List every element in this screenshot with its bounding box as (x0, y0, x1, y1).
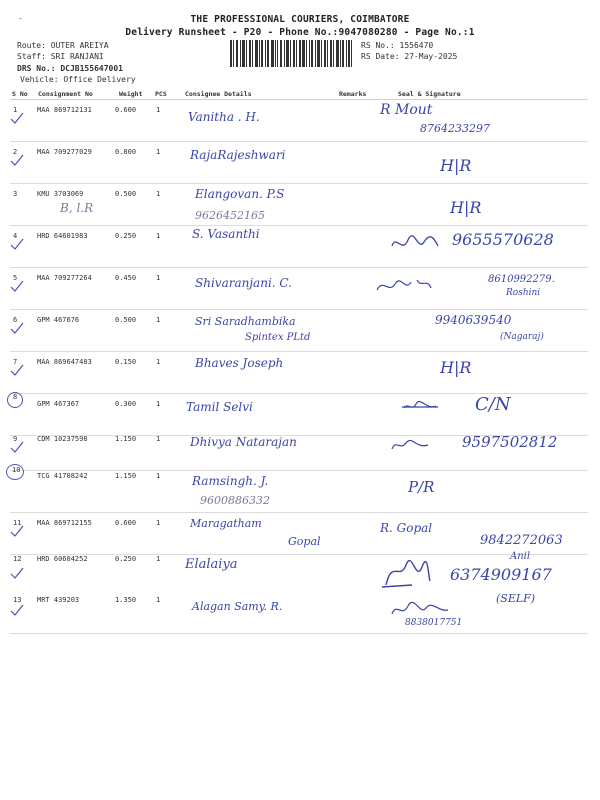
consignee-name: Maragatham (190, 517, 262, 530)
row-consignment: KMU 3703069 (37, 190, 84, 198)
col-weight: Weight (119, 90, 143, 98)
row-weight: 0.250 (115, 555, 137, 563)
row-pcs: 1 (156, 358, 161, 366)
runsheet-title: Delivery Runsheet - P20 - Phone No.:9047080280 - Page No.:1 (125, 27, 475, 38)
table-row (10, 226, 588, 268)
consignee-name: Dhivya Natarajan (190, 435, 297, 449)
row-sno: 1 (13, 106, 18, 114)
row-consignment: MAA 869712155 (37, 519, 92, 527)
route-label: Route: OUTER AREIYA (17, 41, 109, 50)
consignee-name: Elalaiya (185, 557, 238, 572)
row-pcs: 1 (156, 435, 161, 443)
receiver-phone: 9842272063 (480, 533, 563, 548)
struck-out-scribble (402, 400, 438, 414)
row-sno: 9 (13, 435, 18, 443)
consignee-name: Vanitha . H. (188, 110, 260, 124)
signature-scribble (390, 600, 450, 620)
row-weight: 0.150 (115, 358, 137, 366)
row-sno: 3 (13, 190, 18, 198)
receiver-phone: 8764233297 (420, 122, 490, 135)
rs-date: RS Date: 27-May-2025 (361, 52, 458, 61)
company-title: THE PROFESSIONAL COURIERS, COIMBATORE (190, 14, 410, 25)
row-weight: 0.800 (115, 148, 137, 156)
table-row (10, 551, 588, 597)
handwritten-note: B, l.R (60, 201, 94, 215)
row-sno: 6 (13, 316, 18, 324)
signature: R. Gopal (380, 521, 433, 535)
staff-label: Staff: SRI RANJANI (17, 52, 104, 61)
receiver-name: Roshini (506, 288, 541, 298)
row-pcs: 1 (156, 400, 161, 408)
consignee-name: Shivaranjani. C. (195, 276, 292, 290)
signature: R Mout (380, 102, 433, 118)
row-consignment: HRD 64601983 (37, 232, 88, 240)
receiver-phone: 9597502812 (462, 433, 558, 451)
row-pcs: 1 (156, 519, 161, 527)
delivery-status: H|R (440, 156, 472, 175)
table-row (10, 466, 588, 508)
row-consignment: MRT 439203 (37, 596, 80, 604)
row-weight: 0.500 (115, 190, 137, 198)
check-mark-icon (10, 567, 24, 579)
row-consignment: GPM 467367 (37, 400, 80, 408)
row-weight: 1.350 (115, 596, 137, 604)
row-pcs: 1 (156, 274, 161, 282)
row-sno: 5 (13, 274, 18, 282)
receiver-phone: 9655570628 (452, 230, 554, 249)
row-sno: 13 (13, 596, 22, 604)
row-consignment: GPM 467676 (37, 316, 80, 324)
barcode (230, 40, 352, 67)
rs-number: RS No.: 1556470 (361, 41, 434, 50)
row-pcs: 1 (156, 316, 161, 324)
row-consignment: MAA 869712131 (37, 106, 92, 114)
signature-scribble (382, 555, 432, 589)
consignee-name: Tamil Selvi (186, 400, 253, 414)
signature-scribble (375, 274, 435, 298)
delivery-status: H|R (440, 358, 472, 377)
row-pcs: 1 (156, 190, 161, 198)
row-sno: 2 (13, 148, 18, 156)
col-consignment: Consignment No (38, 90, 93, 98)
consignee-company: Spintex PLtd (245, 332, 311, 343)
row-sno: 7 (13, 358, 18, 366)
consignee-name: Ramsingh. J. (192, 474, 269, 488)
row-weight: 0.300 (115, 400, 137, 408)
receiver-phone: 8838017751 (405, 618, 463, 628)
row-weight: 0.600 (115, 106, 137, 114)
row-divider (10, 633, 588, 634)
delivery-status: P/R (408, 478, 435, 496)
receiver-phone: 6374909167 (450, 565, 552, 584)
row-weight: 0.500 (115, 316, 137, 324)
check-mark-icon (10, 604, 24, 616)
row-weight: 0.250 (115, 232, 137, 240)
consignee-name: RajaRajeshwari (190, 148, 286, 162)
row-sno: 8 (13, 393, 18, 401)
delivery-status: C/N (475, 394, 511, 415)
row-weight: 0.600 (115, 519, 137, 527)
table-row (10, 429, 588, 471)
receiver-name: (SELF) (496, 592, 536, 605)
row-sno: 10 (12, 466, 21, 474)
row-pcs: 1 (156, 472, 161, 480)
col-remarks: Remarks (339, 90, 367, 98)
signature-scribble (390, 232, 440, 256)
receiver-name: (Nagaraj) (500, 332, 544, 342)
row-sno: 11 (13, 519, 22, 527)
row-consignment: TCG 41708242 (37, 472, 88, 480)
row-sno: 4 (13, 232, 18, 240)
row-pcs: 1 (156, 555, 161, 563)
consignee-name: S. Vasanthi (192, 227, 260, 241)
receiver-name: Anil (510, 551, 531, 562)
table-row (10, 268, 588, 310)
receiver-phone: 8610992279. (488, 274, 555, 285)
vehicle-label: Vehicle: Office Delivery (20, 75, 136, 84)
col-consignee: Consignee Details (185, 90, 252, 98)
table-row (10, 100, 588, 142)
receiver-phone: 9940639540 (435, 313, 512, 327)
row-consignment: MAA 869647483 (37, 358, 92, 366)
corner-mark: - (18, 14, 23, 23)
consignee-name: Alagan Samy. R. (192, 600, 283, 613)
row-consignment: CDM 10237598 (37, 435, 88, 443)
row-weight: 0.450 (115, 274, 137, 282)
consignee-phone: 9600886332 (200, 494, 270, 507)
row-consignment: MAA 709277264 (37, 274, 92, 282)
col-pcs: PCS (155, 90, 167, 98)
table-row (10, 352, 588, 394)
table-row (10, 592, 588, 634)
table-row (10, 142, 588, 184)
consignee-name: Elangovan. P.S (195, 187, 285, 201)
drs-label: DRS No.: DCJB155647001 (17, 64, 123, 73)
row-pcs: 1 (156, 232, 161, 240)
row-weight: 1.150 (115, 435, 137, 443)
consignee-name-line2: Gopal (288, 535, 321, 548)
row-pcs: 1 (156, 596, 161, 604)
consignee-name: Sri Saradhambika (195, 315, 296, 328)
table-row (10, 184, 588, 226)
signature-scribble (390, 437, 430, 453)
col-seal: Seal & Signature (398, 90, 461, 98)
row-pcs: 1 (156, 106, 161, 114)
delivery-status: H|R (450, 198, 482, 217)
row-sno: 12 (13, 555, 22, 563)
row-weight: 1.150 (115, 472, 137, 480)
row-pcs: 1 (156, 148, 161, 156)
consignee-phone: 9626452165 (195, 209, 265, 222)
table-row (10, 310, 588, 352)
table-row (10, 513, 588, 555)
consignee-name: Bhaves Joseph (195, 356, 284, 370)
col-sno: S No (12, 90, 28, 98)
row-consignment: HRD 60604252 (37, 555, 88, 563)
row-consignment: MAA 709277029 (37, 148, 92, 156)
